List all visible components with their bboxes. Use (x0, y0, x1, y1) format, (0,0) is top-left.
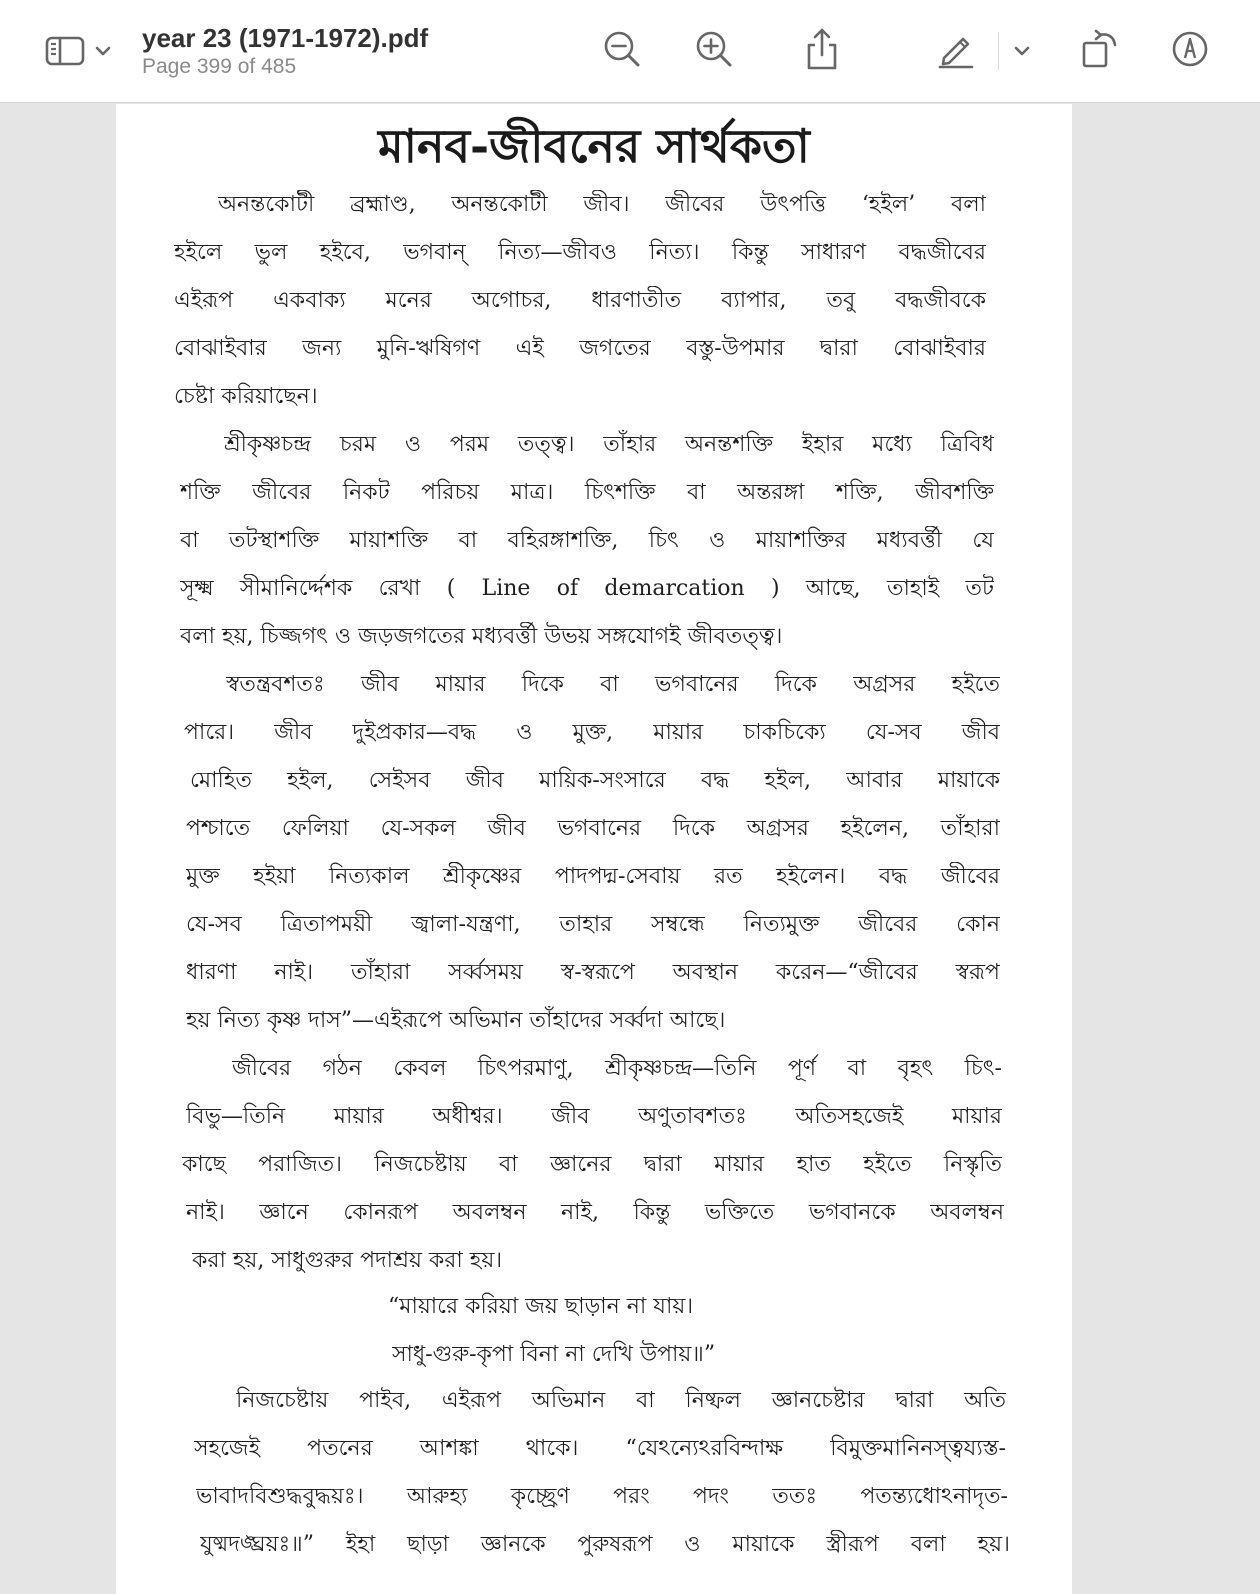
text-line: সহজেই পতনের আশঙ্কা থাকে। “যেঽন্যেঽরবিন্দাক্ষ বিমুক্তমানিনস্ত্বয্যস্ত- (194, 1436, 1006, 1461)
text-line: মুক্ত হইয়া নিত্যকাল শ্রীকৃষ্ণের পাদপদ্ম-সেবায় রত হইলেন। বদ্ধ জীবের (186, 864, 1000, 889)
text-line: অনন্তকোটী ব্রহ্মাণ্ড, অনন্তকোটী জীব। জীবের উৎপত্তি ‘হইল’ বলা (218, 192, 986, 217)
toolbar-divider (998, 32, 999, 70)
highlight-button[interactable] (932, 27, 980, 75)
zoom-out-icon (602, 29, 642, 73)
pdf-page[interactable] (116, 104, 1072, 1594)
chevron-down-icon (1013, 42, 1031, 61)
title-block (142, 22, 428, 80)
markup-button[interactable] (1166, 27, 1214, 75)
share-button[interactable] (798, 27, 846, 75)
text-line: স্বতন্ত্রবশতঃ জীব মায়ার দিকে বা ভগবানের দিকে অগ্রসর হইতে (226, 672, 1000, 697)
text-line: বলা হয়, চিজ্জগৎ ও জড়জগতের মধ্যবর্ত্তী উভয় সঙ্গযোগই জীবতত্ত্ব। (180, 624, 783, 649)
chevron-down-icon (94, 45, 112, 57)
text-line: কাছে পরাজিত। নিজচেষ্টায় বা জ্ঞানের দ্বারা মায়ার হাত হইতে নিস্কৃতি (182, 1152, 1002, 1177)
text-line: জীবের গঠন কেবল চিৎপরমাণু, শ্রীকৃষ্ণচন্দ্র—তিনি পূর্ণ বা বৃহৎ চিৎ- (232, 1056, 1002, 1081)
text-line: হয় নিত্য কৃষ্ণ দাস”—এইরূপে অভিমান তাঁহাদের সর্ব্বদা আছে। (186, 1008, 726, 1033)
text-line: নিজচেষ্টায় পাইব, এইরূপ অভিমান বা নিষ্ফল জ্ঞানচেষ্টার দ্বারা অতি (236, 1388, 1006, 1413)
toolbar (0, 0, 1260, 103)
sidebar-toggle-button[interactable] (44, 30, 116, 72)
zoom-in-icon (694, 29, 734, 73)
text-line: যে-সব ত্রিতাপময়ী জ্বালা-যন্ত্রণা, তাহার সম্বন্ধে নিত্যমুক্ত জীবের কোন (186, 912, 1000, 937)
text-line: বোঝাইবার জন্য মুনি-ঋষিগণ এই জগতের বস্তু-উপমার দ্বারা বোঝাইবার (174, 336, 986, 361)
rotate-button[interactable] (1076, 27, 1124, 75)
text-line: নাই। জ্ঞানে কোনরূপ অবলম্বন নাই, কিন্তু ভক্তিতে ভগবানকে অবলম্বন (186, 1200, 1004, 1225)
highlight-pen-icon (936, 29, 976, 73)
document-title: year 23 (1971-1972).pdf (142, 23, 429, 53)
sidebar-icon (44, 35, 86, 67)
zoom-in-button[interactable] (690, 27, 738, 75)
text-line: বিভু—তিনি মায়ার অধীশ্বর। জীব অণুতাবশতঃ অতিসহজেই মায়ার (186, 1104, 1002, 1129)
text-line: এইরূপ একবাক্য মনের অগোচর, ধারণাতীত ব্যাপার, তবু বদ্ধজীবকে (174, 288, 986, 313)
page-indicator: Page 399 of 485 (142, 55, 297, 78)
text-line: শক্তি জীবের নিকট পরিচয় মাত্র। চিৎশক্তি বা অন্তরঙ্গা শক্তি, জীবশক্তি (180, 480, 994, 505)
text-line: চেষ্টা করিয়াছেন। (174, 384, 318, 409)
article-heading: মানব-জীবনের সার্থকতা (378, 119, 810, 173)
text-line: পশ্চাতে ফেলিয়া যে-সকল জীব ভগবানের দিকে অগ্রসর হইলেন, তাঁহারা (186, 816, 1000, 841)
text-line: শ্রীকৃষ্ণচন্দ্র চরম ও পরম তত্ত্ব। তাঁহার অনন্তশক্তি ইহার মধ্যে ত্রিবিধ (224, 432, 994, 457)
verse-line: সাধু-গুরু-কৃপা বিনা না দেখি উপায়॥” (392, 1342, 716, 1367)
text-line: সূক্ষ্ম সীমানির্দ্দেশক রেখা ( Line of demarcation ) আছে, তাহাই তট (180, 576, 994, 601)
zoom-out-button[interactable] (598, 27, 646, 75)
markup-options-button[interactable] (1002, 27, 1042, 75)
text-line: মোহিত হইল, সেইসব জীব মায়িক-সংসারে বদ্ধ হইল, আবার মায়াকে (190, 768, 1000, 793)
text-line: করা হয়, সাধুগুরুর পদাশ্রয় করা হয়। (192, 1248, 503, 1273)
text-line: পারে। জীব দুইপ্রকার—বদ্ধ ও মুক্ত, মায়ার চাকচিক্যে যে-সব জীব (184, 720, 1000, 745)
text-line: ধারণা নাই। তাঁহারা সর্ব্বসময় স্ব-স্বরূপে অবস্থান করেন—“জীবের স্বরূপ (186, 960, 1000, 985)
share-icon (804, 27, 840, 75)
text-line: যুষ্মদঙ্ঘ্রয়ঃ॥” ইহা ছাড়া জ্ঞানকে পুরুষরূপ ও মায়াকে স্ত্রীরূপ বলা হয়। (200, 1532, 1010, 1557)
markup-icon (1170, 29, 1210, 73)
verse-line: “মায়ারে করিয়া জয় ছাড়ান না যায়। (388, 1294, 694, 1319)
text-line: ভাবাদবিশুদ্ধবুদ্ধয়ঃ। আরুহ্য কৃচ্ছ্রেণ পরং পদং ততঃ পতন্ত্যধোঽনাদৃত- (196, 1484, 1008, 1509)
text-line: হইলে ভুল হইবে, ভগবান্ নিত্য—জীবও নিত্য। কিন্তু সাধারণ বদ্ধজীবের (174, 240, 986, 265)
text-line: বা তটস্থাশক্তি মায়াশক্তি বা বহিরঙ্গাশক্তি, চিৎ ও মায়াশক্তির মধ্যবর্ত্তী যে (180, 528, 994, 553)
rotate-icon (1080, 29, 1120, 73)
